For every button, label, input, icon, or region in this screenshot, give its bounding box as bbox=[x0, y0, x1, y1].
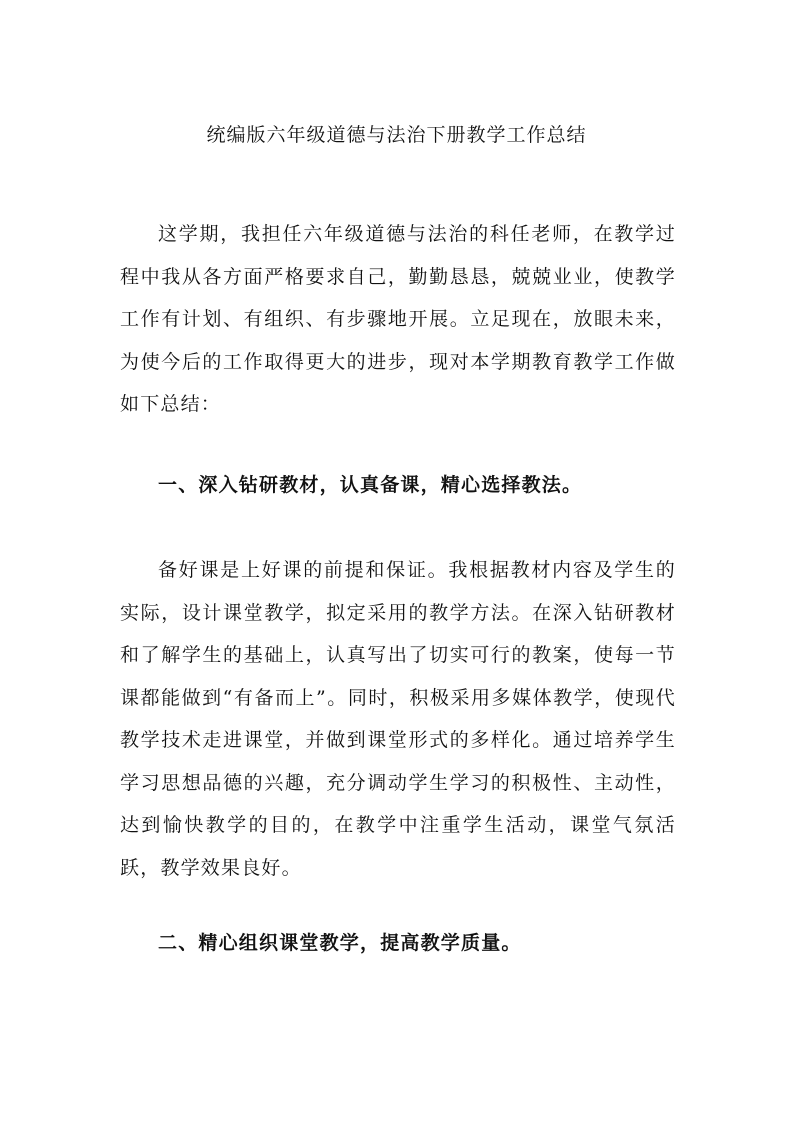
section-1-paragraph: 备好课是上好课的前提和保证。我根据教材内容及学生的实际，设计课堂教学，拟定采用的教学方法。在深入钻研教材和了解学生的基础上，认真写出了切实可行的教案，使每一节课都能做到“有备而上”。同时，积极采用多媒体教学，使现代教学技术走进课堂，并做到课堂形式的多样化。通过培养学生学习思想品德的兴趣，充分调动学生学习的积极性、主动性，达到愉快教学的目的，在教学中注重学生活动，课堂气氛活跃，教学效果良好。 bbox=[120, 559, 676, 879]
intro-paragraph: 这学期，我担任六年级道德与法治的科任老师，在教学过程中我从各方面严格要求自己，勤勤恳恳，兢兢业业，使教学工作有计划、有组织、有步骤地开展。立足现在，放眼未来，为使今后的工作取得更大的进步，现对本学期教育教学工作做如下总结： bbox=[120, 223, 676, 415]
document-title: 统编版六年级道德与法治下册教学工作总结 bbox=[206, 124, 587, 146]
section-heading-2: 二、精心组织课堂教学，提高教学质量。 bbox=[158, 932, 522, 954]
section-heading-1: 一、深入钻研教材，认真备课，精心选择教法。 bbox=[158, 474, 583, 496]
